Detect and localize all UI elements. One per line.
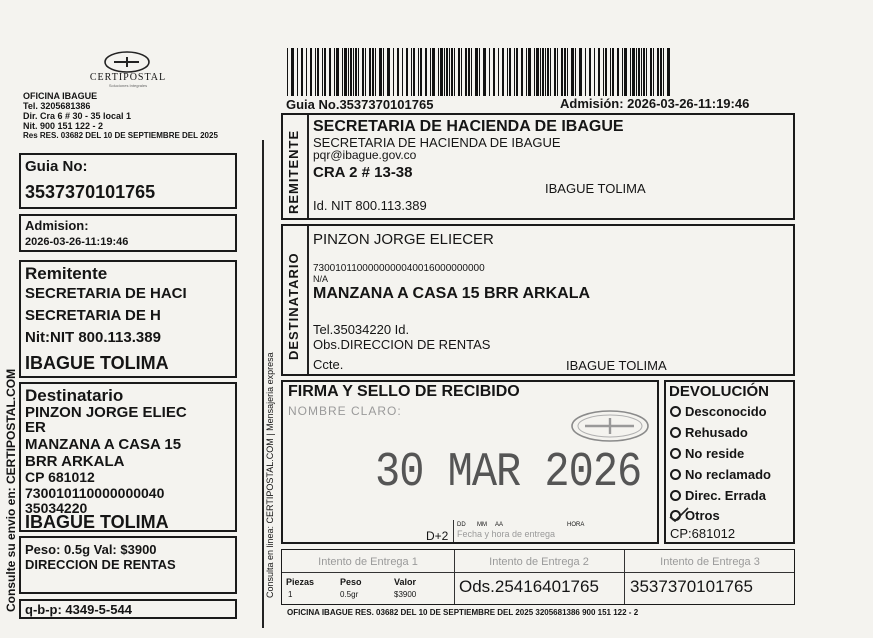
devolucion-cp: CP:681012 <box>670 526 736 541</box>
stub-remitente-line: SECRETARIA DE HACI <box>25 285 187 302</box>
office-info <box>23 92 285 140</box>
stub-admision-value: 2026-03-26-11:19:46 <box>25 236 129 248</box>
office-name: OFICINA IBAGUE <box>23 91 98 101</box>
barcode-bar <box>540 48 541 96</box>
guia-box-value: 3537370101765 <box>630 577 753 596</box>
barcode-bar <box>411 48 412 96</box>
barcode-bar <box>372 48 374 96</box>
barcode-bar <box>458 48 460 96</box>
radio-icon[interactable] <box>670 406 681 417</box>
barcode-bar <box>528 48 531 96</box>
remitente-name: SECRETARIA DE HACIENDA DE IBAGUE <box>313 118 624 135</box>
barcode-bar <box>440 48 443 96</box>
barcode-bar <box>454 48 455 96</box>
barcode-bar <box>317 48 319 96</box>
barcode-bar <box>397 48 399 96</box>
barcode-bar <box>643 48 645 96</box>
stub-destinatario-line: MANZANA A CASA 15 <box>25 436 182 453</box>
barcode-bar <box>579 48 582 96</box>
barcode-bar <box>336 48 339 96</box>
barcode-bar <box>650 48 652 96</box>
barcode-bar <box>362 48 364 96</box>
barcode-bar <box>521 48 523 96</box>
barcode-bar <box>667 48 670 96</box>
intento-label: Intento de Entrega 3 <box>660 556 760 568</box>
stub-guia-value: 3537370101765 <box>25 182 156 202</box>
devolucion-option[interactable]: No reside <box>670 447 744 460</box>
stamp-logo-icon <box>567 406 653 446</box>
stub-direccion-line: DIRECCION DE RENTAS <box>25 557 176 572</box>
office-res: Res RES. 03682 DEL 10 DE SEPTIEMBRE DEL 2025 <box>23 131 218 140</box>
barcode-bar <box>632 48 635 96</box>
firma-title: FIRMA Y SELLO DE RECIBIDO <box>288 383 520 400</box>
devolucion-title: DEVOLUCIÓN <box>669 383 770 400</box>
barcode-bar <box>575 48 576 96</box>
fecha-aa: AA <box>495 522 504 528</box>
valor-header: Valor <box>394 577 417 587</box>
intento-label: Intento de Entrega 1 <box>318 556 418 568</box>
remitente-name2: SECRETARIA DE HACIENDA DE IBAGUE <box>313 135 561 150</box>
barcode-bar <box>509 48 511 96</box>
barcode-bar <box>663 48 664 96</box>
devolucion-box <box>664 380 795 544</box>
remitente-vertical-label: REMITENTE <box>286 129 301 214</box>
barcode-bar <box>622 48 623 96</box>
barcode-bar <box>329 48 331 96</box>
barcode-bar <box>432 48 435 96</box>
barcode-bar <box>287 48 288 96</box>
stub-admision-label: Admision: <box>25 218 89 233</box>
office-nit: Nit. 900 151 122 - 2 <box>23 121 104 131</box>
barcode-bar <box>369 48 371 96</box>
fecha-hora-entrega: Fecha y hora de entrega <box>457 529 556 539</box>
remitente-address: CRA 2 # 13-38 <box>313 164 413 181</box>
barcode-bar <box>561 48 563 96</box>
barcode-bar <box>310 48 312 96</box>
certipostal-logo <box>70 50 185 92</box>
stub-destinatario-line: 35034220 <box>25 500 88 516</box>
remitente-nit: Id. NIT 800.113.389 <box>313 198 427 213</box>
barcode-bar <box>636 48 637 96</box>
barcode-bar <box>461 48 462 96</box>
barcode-bar <box>402 48 403 96</box>
barcode-bar <box>498 48 499 96</box>
remitente-label-divider <box>307 115 309 218</box>
remitente-city: IBAGUE TOLIMA <box>545 181 646 196</box>
ods-value: Ods.25416401765 <box>459 577 599 596</box>
barcode-bar <box>638 48 640 96</box>
stub-destinatario-line: BRR ARKALA <box>25 453 125 470</box>
stub-destinatario-line: PINZON JORGE ELIEC <box>25 404 187 421</box>
barcode-bar <box>420 48 422 96</box>
barcode-bar <box>489 48 490 96</box>
piezas-header: Piezas <box>286 577 315 587</box>
office-dir: Dir. Cra 6 # 30 - 35 local 1 <box>23 111 132 121</box>
intento-label: Intento de Entrega 2 <box>489 556 589 568</box>
barcode-bar <box>657 48 659 96</box>
office-tel: Tel. 3205681386 <box>23 101 91 111</box>
barcode-bar <box>526 48 527 96</box>
destinatario-code: 7300101100000000040016000000000 <box>313 263 485 274</box>
barcode-bar <box>301 48 303 96</box>
radio-icon[interactable] <box>670 427 681 438</box>
barcode <box>287 48 797 96</box>
barcode-bar <box>418 48 419 96</box>
barcode-bar <box>603 48 604 96</box>
devolucion-option[interactable]: Rehusado <box>670 426 748 439</box>
radio-icon[interactable] <box>670 448 681 459</box>
destinatario-tel: Tel.35034220 Id. <box>313 322 410 337</box>
stub-remitente-title: Remitente <box>25 264 108 283</box>
destinatario-box <box>281 224 795 376</box>
barcode-bar <box>379 48 382 96</box>
barcode-bar <box>306 48 307 96</box>
barcode-bar <box>610 48 611 96</box>
stub-guia-label: Guia No: <box>25 158 88 175</box>
barcode-bar <box>430 48 431 96</box>
devolucion-option[interactable]: Direc. Errada <box>670 489 766 502</box>
stub-destinatario-line: IBAGUE TOLIMA <box>25 512 169 532</box>
barcode-bar <box>444 48 445 96</box>
radio-icon[interactable] <box>670 469 681 480</box>
barcode-bar <box>545 48 546 96</box>
barcode-bar <box>350 48 352 96</box>
barcode-bar <box>468 48 470 96</box>
barcode-bar <box>449 48 450 96</box>
logo-brand: CERTIPOSTAL <box>89 72 167 83</box>
destinatario-na: N/A <box>313 274 329 284</box>
barcode-bar <box>641 48 642 96</box>
stub-destinatario-line: ER <box>25 419 46 436</box>
stub-qbp: q-b-p: 4349-5-544 <box>25 602 132 617</box>
remitente-box <box>281 113 795 220</box>
stub-destinatario-title: Destinatario <box>25 386 124 405</box>
stub-qbp-box <box>19 599 237 619</box>
stub-remitente-line: IBAGUE TOLIMA <box>25 353 169 373</box>
devolucion-option[interactable]: Desconocido <box>670 405 767 418</box>
barcode-bar <box>514 48 515 96</box>
fecha-entrega-divider <box>453 520 454 542</box>
barcode-bar <box>365 48 366 96</box>
stub-divider <box>262 140 264 628</box>
barcode-bar <box>465 48 467 96</box>
barcode-bar <box>334 48 335 96</box>
valor-value: $3900 <box>394 590 417 599</box>
barcode-bar <box>348 48 349 96</box>
firma-nombre-claro: NOMBRE CLARO: <box>288 404 402 418</box>
stub-peso-box <box>19 536 237 594</box>
barcode-bar <box>594 48 595 96</box>
barcode-bar <box>557 48 558 96</box>
destinatario-obs: Obs.DIRECCION DE RENTAS <box>313 337 491 352</box>
barcode-bar <box>534 48 535 96</box>
barcode-bar <box>567 48 568 96</box>
barcode-bar <box>387 48 390 96</box>
consulte-vertical-text: Consulte su envio en: CERTIPOSTAL.COM <box>4 368 18 612</box>
stub-peso-line: Peso: 0.5g Val: $3900 <box>25 542 157 557</box>
stub-destinatario-line: CP 681012 <box>25 469 95 485</box>
barcode-bar <box>653 48 654 96</box>
peso-header: Peso <box>340 577 362 587</box>
barcode-bar <box>550 48 551 96</box>
barcode-bar <box>425 48 427 96</box>
destinatario-address: MANZANA A CASA 15 BRR ARKALA <box>313 285 591 302</box>
dplus: D+2 <box>426 529 449 543</box>
barcode-bars <box>287 48 797 96</box>
barcode-bar <box>375 48 376 96</box>
barcode-bar <box>493 48 495 96</box>
stub-remitente-line: Nit:NIT 800.113.389 <box>25 329 161 346</box>
intentos-divider-h <box>282 572 794 573</box>
barcode-bar <box>353 48 354 96</box>
piezas-value: 1 <box>288 590 293 599</box>
barcode-bar <box>406 48 408 96</box>
barcode-bar <box>475 48 478 96</box>
barcode-bar <box>589 48 591 96</box>
barcode-bar <box>324 48 326 96</box>
peso-value: 0.5gr <box>340 590 359 599</box>
stub-destinatario-box <box>19 382 237 532</box>
remitente-email: pqr@ibague.gov.co <box>313 148 417 162</box>
barcode-bar <box>507 48 508 96</box>
barcode-bar <box>483 48 486 96</box>
barcode-bar <box>605 48 607 96</box>
radio-checked-icon[interactable] <box>670 510 681 521</box>
stamp-date: 30 MAR 2026 <box>375 444 642 500</box>
stub-remitente-line: SECRETARIA DE H <box>25 307 161 324</box>
barcode-bar <box>617 48 619 96</box>
destinatario-city: IBAGUE TOLIMA <box>566 358 667 373</box>
barcode-bar <box>393 48 394 96</box>
barcode-bar <box>542 48 544 96</box>
barcode-bar <box>516 48 518 96</box>
barcode-bar <box>413 48 415 96</box>
barcode-bar <box>554 48 556 96</box>
destinatario-name: PINZON JORGE ELIECER <box>313 231 494 248</box>
barcode-bar <box>585 48 586 96</box>
destinatario-label-divider <box>307 226 309 374</box>
devolucion-option[interactable]: No reclamado <box>670 468 771 481</box>
barcode-bar <box>564 48 566 96</box>
stub-admision-box <box>19 214 237 252</box>
barcode-bar <box>612 48 614 96</box>
barcode-bar <box>536 48 539 96</box>
barcode-bar <box>297 48 298 96</box>
footer-text: OFICINA IBAGUE RES. 03682 DEL 10 DE SEPTIEMBRE DEL 2025 3205681386 900 151 122 - 2 <box>287 608 639 617</box>
barcode-bar <box>322 48 323 96</box>
barcode-bar <box>646 48 647 96</box>
destinatario-vertical-label: DESTINATARIO <box>286 252 301 360</box>
devolucion-option-checked[interactable]: Otros <box>670 509 720 522</box>
barcode-bar <box>342 48 343 96</box>
header-guia: Guia No.3537370101765 <box>286 97 434 112</box>
barcode-bar <box>660 48 662 96</box>
barcode-bar <box>438 48 439 96</box>
fecha-mm: MM <box>477 522 487 528</box>
barcode-bar <box>291 48 294 96</box>
barcode-bar <box>479 48 480 96</box>
barcode-bar <box>630 48 631 96</box>
barcode-bar <box>502 48 504 96</box>
barcode-bar <box>451 48 453 96</box>
logo-tagline: Soluciones Integrales <box>108 83 148 88</box>
barcode-bar <box>355 48 357 96</box>
fecha-hora: HORA <box>567 522 585 528</box>
consulta-linea-vertical-text: Consulta en linea: CERTIPOSTAL.COM | Mensajeria expresa <box>265 352 275 598</box>
stub-remitente-box <box>19 260 237 378</box>
barcode-bar <box>547 48 549 96</box>
header-admision: Admisión: 2026-03-26-11:19:46 <box>560 96 750 111</box>
destinatario-ccte: Ccte. <box>313 357 344 372</box>
barcode-bar <box>358 48 359 96</box>
radio-icon[interactable] <box>670 490 681 501</box>
intentos-box <box>281 549 795 605</box>
firma-box <box>281 380 659 544</box>
stub-guia-box <box>19 153 237 209</box>
stub-destinatario-line: 730010110000000040 <box>25 485 165 501</box>
barcode-bar <box>624 48 627 96</box>
barcode-bar <box>571 48 574 96</box>
barcode-bar <box>383 48 384 96</box>
barcode-bar <box>344 48 347 96</box>
barcode-bar <box>446 48 448 96</box>
barcode-bar <box>315 48 316 96</box>
barcode-bar <box>471 48 472 96</box>
fecha-dd: DD <box>457 522 466 528</box>
barcode-bar <box>598 48 600 96</box>
